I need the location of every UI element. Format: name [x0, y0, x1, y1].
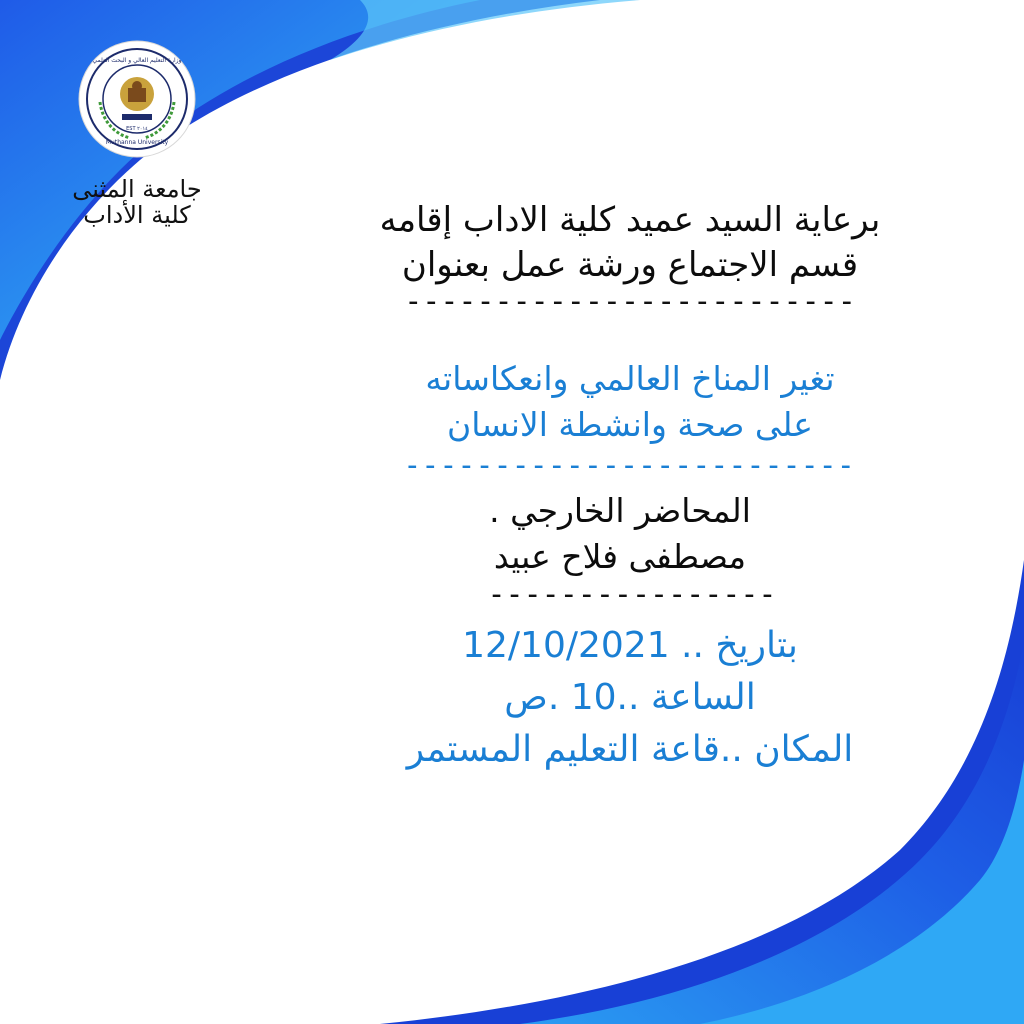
title-line-2: على صحة وانشطة الانسان	[447, 405, 813, 444]
event-place: المكان ..قاعة التعليم المستمر	[406, 729, 854, 770]
separator-2: -------------------------	[403, 451, 855, 481]
university-label	[52, 176, 222, 228]
college-name: كلية الأداب	[83, 201, 191, 229]
speaker-info	[420, 488, 820, 580]
workshop-title	[380, 356, 880, 448]
logo-est: EST ٢٠١٤	[126, 126, 148, 132]
wave-top-accent	[330, 0, 640, 60]
university-logo	[78, 40, 196, 158]
intro-line-1: برعاية السيد عميد كلية الاداب إقامه	[379, 200, 881, 240]
event-time: الساعة ..10 .ص	[504, 677, 756, 718]
intro-line-2: قسم الاجتماع ورشة عمل بعنوان	[401, 245, 859, 285]
event-details	[340, 620, 920, 776]
separator-3: ----------------	[487, 580, 777, 610]
speaker-role: المحاضر الخارجي .	[489, 491, 751, 530]
separator-1: -------------------------	[404, 287, 856, 317]
event-date: بتاريخ .. 12/10/2021	[462, 625, 798, 666]
logo-arc-text: وزارة التعليم العالي و البحث العلمي	[92, 57, 182, 64]
university-name: جامعة المثنى	[72, 175, 202, 203]
logo-bottom-text: Muthanna University	[105, 139, 169, 146]
title-line-1: تغير المناخ العالمي وانعكاساته	[425, 359, 835, 398]
speaker-name: مصطفى فلاح عبيد	[493, 537, 747, 576]
intro-text	[330, 198, 930, 288]
